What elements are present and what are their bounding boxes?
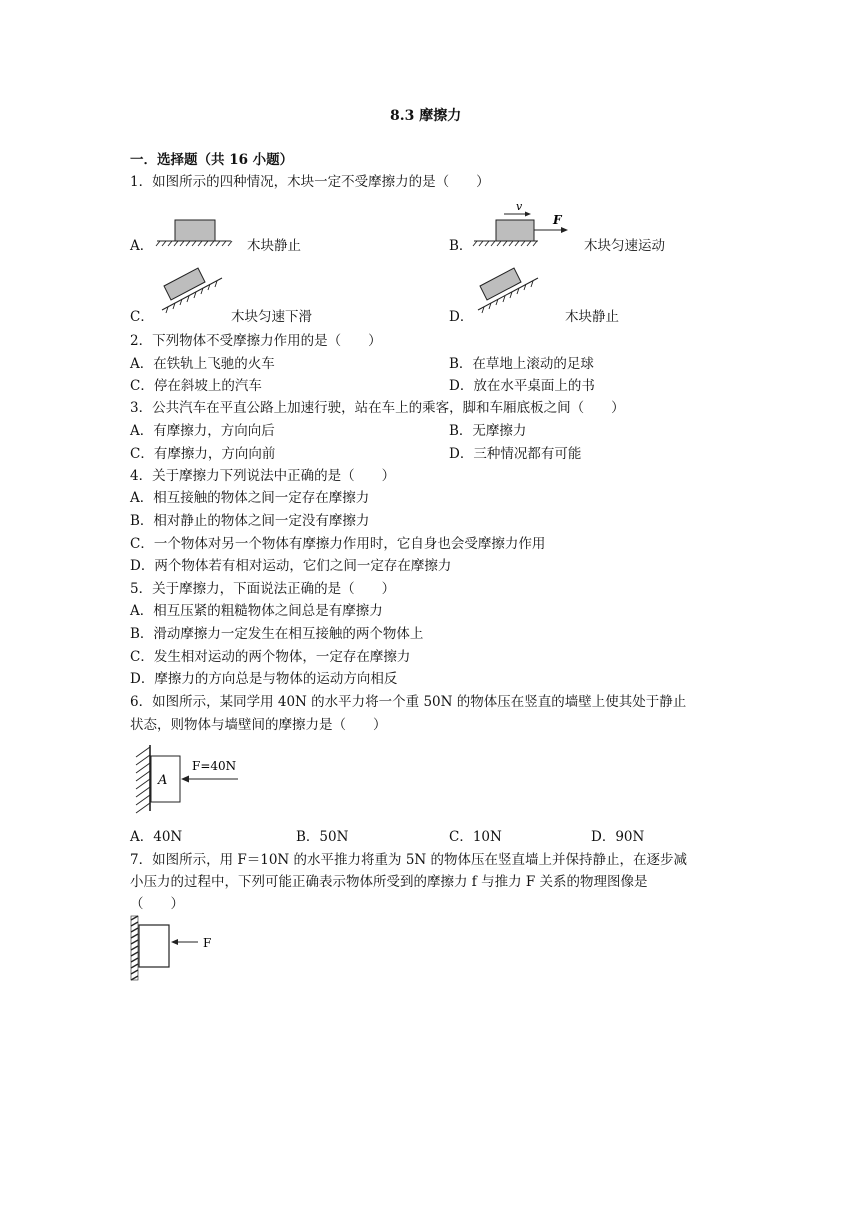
q1-fig-d	[474, 262, 544, 314]
q1-option-a-caption: 木块静止	[247, 238, 301, 254]
q4-option-d: D．两个物体若有相对运动，它们之间一定存在摩擦力	[130, 558, 452, 574]
q1-option-d-letter: D．	[449, 309, 474, 325]
q2-option-c: C．停在斜坡上的汽车	[130, 378, 262, 394]
page-title: 8.3 摩擦力	[390, 108, 462, 124]
q5-option-b: B．滑动摩擦力一定发生在相互接触的两个物体上	[130, 626, 424, 642]
q6-option-a: A．40N	[130, 829, 183, 845]
q4-stem: 4．关于摩擦力下列说法中正确的是（ ）	[130, 468, 396, 484]
q4-option-c: C．一个物体对另一个物体有摩擦力作用时，它自身也会受摩擦力作用	[130, 536, 546, 552]
q3-stem: 3．公共汽车在平直公路上加速行驶，站在车上的乘客，脚和车厢底板之间（ ）	[130, 400, 625, 416]
q7-figure	[130, 914, 220, 982]
q1-fig-c	[158, 262, 228, 314]
q1-fig-b	[472, 196, 572, 246]
q5-option-a: A．相互压紧的粗糙物体之间总是有摩擦力	[130, 603, 383, 619]
q3-option-d: D．三种情况都有可能	[449, 446, 582, 462]
q5-option-d: D．摩擦力的方向总是与物体的运动方向相反	[130, 671, 398, 687]
q1-option-b-letter: B．	[449, 238, 473, 254]
q6-stem-line1: 6．如图所示，某同学用 40N 的水平力将一个重 50N 的物体压在竖直的墙壁上使其处于静止	[130, 694, 687, 710]
block	[480, 268, 521, 300]
q6-figure	[130, 743, 245, 813]
section-heading: 一．选择题（共 16 小题）	[130, 152, 294, 168]
block-label: A	[158, 773, 168, 788]
q1-option-d-caption: 木块静止	[565, 309, 619, 325]
q2-option-b: B．在草地上滚动的足球	[449, 356, 594, 372]
wall-hatch	[136, 747, 150, 813]
q7-stem-line1: 7．如图所示，用 F＝10N 的水平推力将重为 5N 的物体压在竖直墙上并保持静止，在逐步减	[130, 852, 688, 868]
block	[496, 220, 534, 241]
force-label: F	[553, 213, 562, 227]
q7-stem-line3: （ ）	[130, 896, 184, 912]
q4-option-b: B．相对静止的物体之间一定没有摩擦力	[130, 513, 370, 529]
q6-option-d: D．90N	[591, 829, 645, 845]
q1-stem: 1．如图所示的四种情况，木块一定不受摩擦力的是（ ）	[130, 174, 490, 190]
ground-hatch	[156, 241, 232, 246]
q2-stem: 2．下列物体不受摩擦力作用的是（ ）	[130, 333, 382, 349]
block	[139, 925, 169, 967]
q3-option-a: A．有摩擦力，方向向后	[130, 423, 275, 439]
q3-option-c: C．有摩擦力，方向向前	[130, 446, 276, 462]
block	[175, 220, 215, 241]
q3-option-b: B．无摩擦力	[449, 423, 527, 439]
q4-option-a: A．相互接触的物体之间一定存在摩擦力	[130, 490, 370, 506]
q1-option-b-caption: 木块匀速运动	[584, 238, 665, 254]
q1-option-c-caption: 木块匀速下滑	[231, 309, 312, 325]
q1-option-a-letter: A．	[130, 238, 154, 254]
velocity-label: v	[516, 200, 523, 213]
q7-stem-line2: 小压力的过程中，下列可能正确表示物体所受到的摩擦力 f 与推力 F 关系的物理图像是	[130, 874, 648, 890]
q5-stem: 5．关于摩擦力，下面说法正确的是（ ）	[130, 581, 396, 597]
q1-fig-a	[154, 216, 234, 246]
q6-option-b: B．50N	[296, 829, 349, 845]
q2-option-d: D．放在水平桌面上的书	[449, 378, 595, 394]
block	[164, 268, 205, 300]
q6-stem-line2: 状态，则物体与墙壁间的摩擦力是（ ）	[130, 717, 387, 733]
force-label: F=40N	[192, 759, 237, 773]
q1-option-c-letter: C．	[130, 309, 154, 325]
force-label: F	[203, 936, 212, 950]
q2-option-a: A．在铁轨上飞驰的火车	[130, 356, 275, 372]
q5-option-c: C．发生相对运动的两个物体，一定存在摩擦力	[130, 649, 411, 665]
q6-option-c: C．10N	[449, 829, 502, 845]
